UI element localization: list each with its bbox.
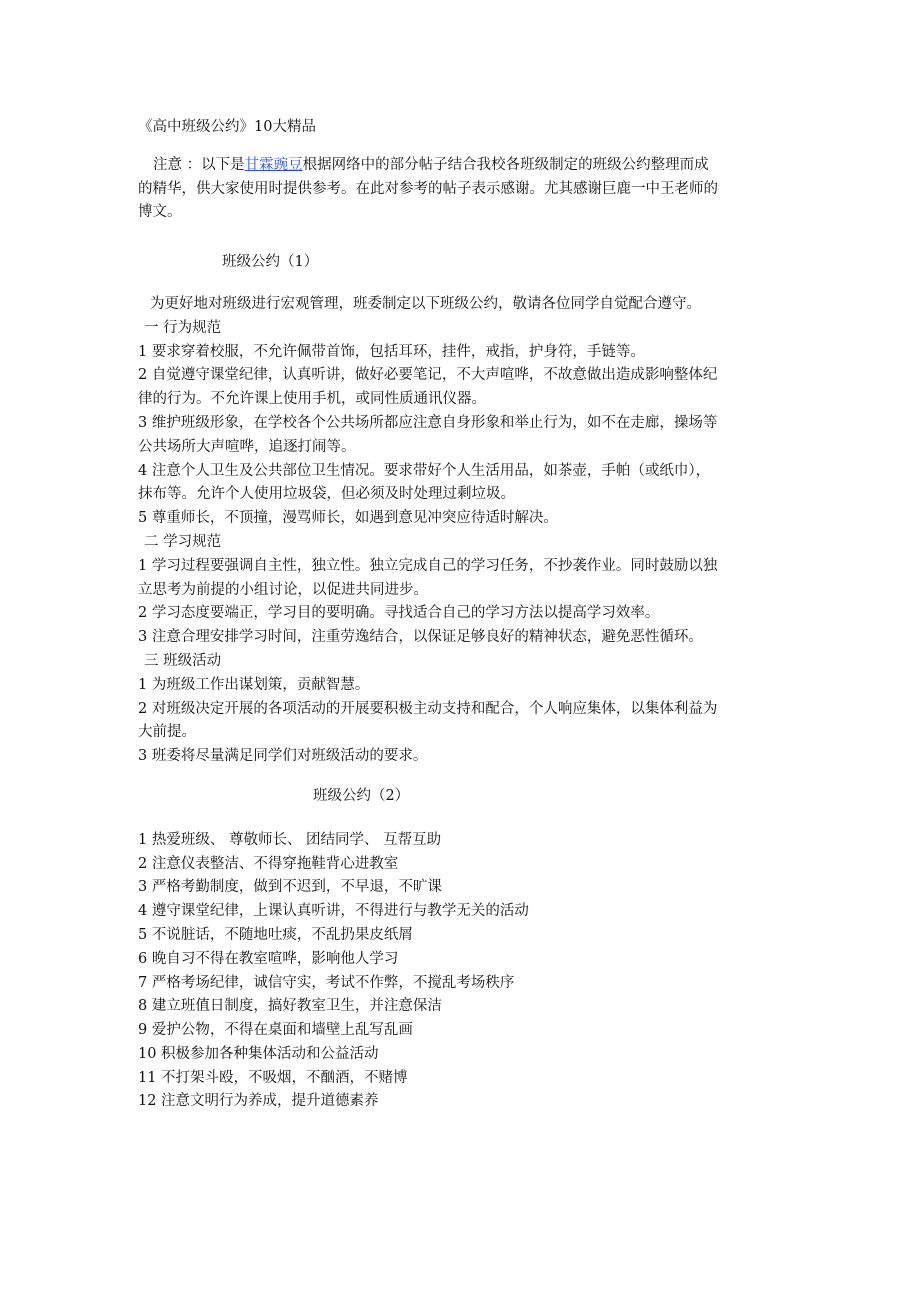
section-study-list <box>138 555 786 650</box>
intro-prefix: 注意 ：以下是 <box>153 156 245 173</box>
list-item: 9 爱护公物，不得在桌面和墙壁上乱写乱画 <box>138 1022 413 1039</box>
section-title-behavior: 一 行为规范 <box>144 319 222 336</box>
list-item-line: 大前提。 <box>138 724 196 741</box>
list-item-line: 2 对班级决定开展的各项活动的开展要积极主动支持和配合，个人响应集体，以集体利益为 <box>138 700 718 717</box>
intro-line-3: 博文。 <box>138 204 182 221</box>
section-title-study: 二 学习规范 <box>144 533 222 550</box>
list-item-line: 抹布等。允许个人使用垃圾袋，但必须及时处理过剩垃圾。 <box>138 486 515 503</box>
list-item <box>138 698 786 746</box>
intro-line-2: 的精华，供大家使用时提供参考。在此对参考的帖子表示感谢。尤其感谢巨鹿一中王老师的 <box>138 180 718 197</box>
list-item <box>138 626 786 650</box>
list-item-line: 1 要求穿着校服，不允许佩带首饰，包括耳环，挂件，戒指，护身符，手链等。 <box>138 343 645 360</box>
list-item-line: 1 学习过程要强调自主性，独立性。独立完成自己的学习任务，不抄袭作业。同时鼓励以独 <box>138 557 718 574</box>
list-item <box>138 555 786 603</box>
list-item: 3 严格考勤制度，做到不迟到，不早退，不旷课 <box>138 879 442 896</box>
list-item-line: 3 班委将尽量满足同学们对班级活动的要求。 <box>138 748 428 765</box>
list-item <box>138 364 786 412</box>
part2-heading: 班级公约（2） <box>313 787 410 804</box>
section-activity-list <box>138 674 786 769</box>
list-item: 10 积极参加各种集体活动和公益活动 <box>138 1045 379 1062</box>
list-item-line: 5 尊重师长，不顶撞，漫骂师长，如遇到意见冲突应待适时解决。 <box>138 510 558 527</box>
section-title-activity: 三 班级活动 <box>144 652 222 669</box>
part2-list <box>138 829 786 1115</box>
part1-lead: 为更好地对班级进行宏观管理，班委制定以下班级公约，敬请各位同学自觉配合遵守。 <box>150 295 701 312</box>
list-item: 8 建立班值日制度，搞好教室卫生，并注意保洁 <box>138 998 442 1015</box>
list-item <box>138 745 786 769</box>
list-item-line: 4 注意个人卫生及公共部位卫生情况。要求带好个人生活用品，如茶壶，手帕（或纸巾）， <box>138 462 711 479</box>
section-behavior-list <box>138 341 786 531</box>
list-item-line: 律的行为。不允许课上使用手机，或同性质通讯仪器。 <box>138 391 486 408</box>
list-item: 4 遵守课堂纪律，上课认真听讲，不得进行与教学无关的活动 <box>138 903 529 920</box>
list-item <box>138 602 786 626</box>
list-item-line: 3 维护班级形象，在学校各个公共场所都应注意自身形象和举止行为，如不在走廊，操场等 <box>138 414 718 431</box>
list-item <box>138 674 786 698</box>
intro-line-1 <box>138 154 786 178</box>
list-item: 7 严格考场纪律，诚信守实，考试不作弊，不搅乱考场秩序 <box>138 974 515 991</box>
list-item: 12 注意文明行为养成，提升道德素养 <box>138 1093 379 1110</box>
list-item-line: 3 注意合理安排学习时间，注重劳逸结合，以保证足够良好的精神状态，避免恶性循环。 <box>138 629 703 646</box>
list-item: 6 晚自习不得在教室喧哗，影响他人学习 <box>138 950 399 967</box>
list-item <box>138 460 786 508</box>
list-item <box>138 341 786 365</box>
author-link[interactable]: 甘霖豌豆 <box>244 156 303 173</box>
list-item-line: 1 为班级工作出谋划策，贡献智慧。 <box>138 676 370 693</box>
list-item: 2 注意仪表整洁、不得穿拖鞋背心进教室 <box>138 855 399 872</box>
list-item: 11 不打架斗殴，不吸烟，不酗酒，不赌博 <box>138 1069 408 1086</box>
list-item-line: 2 学习态度要端正，学习目的要明确。寻找适合自己的学习方法以提高学习效率。 <box>138 605 660 622</box>
list-item-line: 2 自觉遵守课堂纪律，认真听讲，做好必要笔记，不大声喧哗，不故意做出造成影响整体纪 <box>138 367 718 384</box>
intro-paragraph <box>138 154 786 225</box>
intro-rest: 根据网络中的部分帖子结合我校各班级制定的班级公约整理而成 <box>302 156 709 173</box>
list-item <box>138 507 786 531</box>
part1-heading: 班级公约（1） <box>222 254 319 271</box>
list-item-line: 立思考为前提的小组讨论，以促进共同进步。 <box>138 581 428 598</box>
list-item: 5 不说脏话，不随地吐痰，不乱扔果皮纸屑 <box>138 926 413 943</box>
document-page <box>138 116 786 1114</box>
list-item <box>138 412 786 460</box>
list-item-line: 公共场所大声喧哗，追逐打闹等。 <box>138 438 356 455</box>
list-item: 1 热爱班级、 尊敬师长、 团结同学、 互帮互助 <box>138 831 442 848</box>
document-title: 《高中班级公约》10大精品 <box>138 119 316 135</box>
